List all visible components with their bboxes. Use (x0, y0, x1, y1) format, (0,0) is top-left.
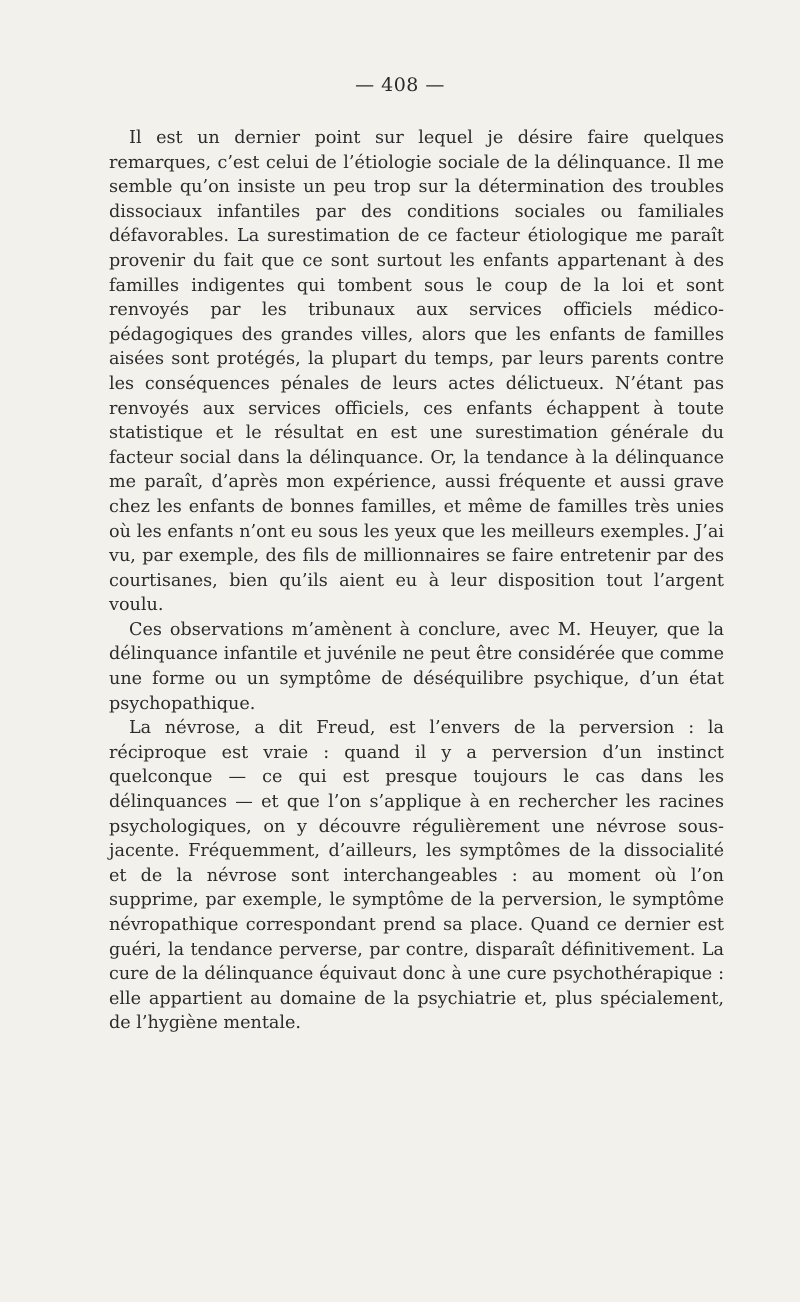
body-text (109, 126, 724, 1036)
page-number: — 408 — (355, 74, 445, 96)
paragraph-etiologie: Il est un dernier point sur lequel je désire faire quelques remarques, c’est celui de l’étiologie sociale de la délinquance. Il me semble qu’on insiste un peu trop sur la détermination des troubles dissociaux infantiles par des conditions sociales ou familiales défavorables. La surestimation de ce facteur étiologique me paraît provenir du fait que ce sont surtout les enfants appartenant à des familles indigentes qui tombent sous le coup de la loi et sont renvoyés par les tribunaux aux services officiels médico-pédagogiques des grandes villes, alors que les enfants de familles aisées sont protégés, la plupart du temps, par leurs parents contre les conséquences pénales de leurs actes délictueux. N’étant pas renvoyés aux services officiels, ces enfants échappent à toute statistique et le résultat en est une surestimation générale du facteur social dans la délinquance. Or, la tendance à la délinquance me paraît, d’après mon expérience, aussi fréquente et aussi grave chez les enfants de bonnes familles, et même de familles très unies où les enfants n’ont eu sous les yeux que les meilleurs exemples. J’ai vu, par exemple, des fils de millionnaires se faire entretenir par des courtisanes, bien qu’ils aient eu à leur disposition tout l’argent voulu. (109, 128, 724, 616)
paragraph-conclusion-heuyer: Ces observations m’amènent à conclure, avec M. Heuyer, que la délinquance infantile et juvénile ne peut être considérée que comme une forme ou un symptôme de déséquilibre psychique, d’un état psychopathique. (109, 619, 724, 714)
paragraph-nevrose-freud: La névrose, a dit Freud, est l’envers de la perversion : la réciproque est vraie : quand il y a perversion d’un instinct quelconque — ce qui est presque toujours le cas dans les délinquances — et que l’on s’applique à en rechercher les racines psychologiques, on y découvre régulièrement une névrose sous-jacente. Fréquemment, d’ailleurs, les symptômes de la dissocialité et de la névrose sont interchangeables : au moment où l’on supprime, par exemple, le symptôme de la perversion, le symptôme névropathique correspondant prend sa place. Quand ce dernier est guéri, la tendance perverse, par contre, disparaît définitivement. La cure de la délinquance équivaut donc à une cure psychothérapique : elle appartient au domaine de la psychiatrie et, plus spécialement, de l’hygiène mentale. (109, 718, 724, 1034)
